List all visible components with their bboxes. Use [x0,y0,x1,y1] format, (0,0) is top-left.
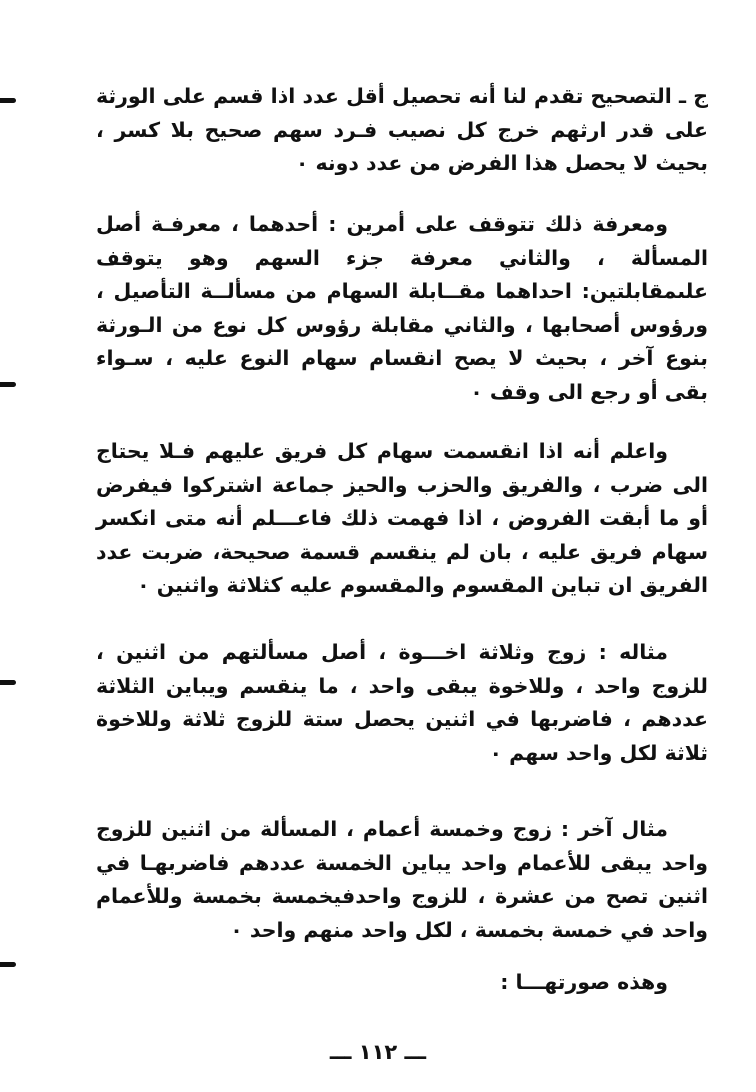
paragraph-example-1: مثاله : زوج وثلاثة اخـــوة ، أصل مسألتهم من اثنين ، للزوج واحد ، وللاخوة يبقى واحد ، ما ينقسم ويباين الثلاثة عددهم ، فاضربها في اثنين يحصل ستة للزوج ثلاثة وللاخوة ثلاثة لكل واحد سهم ٠ [96,640,708,765]
margin-mark [0,962,16,967]
page-number: ـــ ١١٢ ـــ [329,1040,427,1064]
paragraph-rule: واعلم أنه اذا انقسمت سهام كل فريق عليهم فـلا يحتاج الى ضرب ، والفريق والحزب والحيز جماعة اشتركوا فيفرض أو ما أبقت الفروض ، اذا فهمت ذلك فاعـــلم أنه متى انكسر سهام فريق عليه ، بان لم ينقسم قسمة صحيحة، ضربت عدد الفريق ان تباين المقسوم والمقسوم عليه كثلاثة واثنين ٠ [96,439,708,598]
paragraph-figure-intro: وهذه صورتهـــا : [500,970,668,994]
paragraph-definition: ج ـ التصحيح تقدم لنا أنه تحصيل أقل عدد اذا قسم على الورثة على قدر ارثهم خرج كل نصيب فـرد سهم صحيح بلا كسر ، بحيث لا يحصل هذا الفرض من عدد دونه ٠ [96,84,708,176]
margin-mark [0,382,16,387]
margin-mark [0,98,16,103]
margin-mark [0,680,16,685]
paragraph-example-2: مثال آخر : زوج وخمسة أعمام ، المسألة من اثنين للزوج واحد يبقى للأعمام واحد يباين الخمسة عددهم فاضربهـا في اثنين تصح من عشرة ، للزوج واحدفيخمسة بخمسة وللأعمام واحد في خمسة بخمسة ، لكل واحد منهم واحد ٠ [96,817,708,942]
paragraph-requirements: ومعرفة ذلك تتوقف على أمرين : أحدهما ، معرفـة أصل المسألة ، والثاني معرفة جزء السهم وهو يتوقف علىمقابلتين: احداهما مقــابلة السهام من مسألــة التأصيل ، ورؤوس أصحابها ، والثاني مقابلة رؤوس كل نوع من الـورثة بنوع آخر ، بحيث لا يصح انقسام سهام النوع عليه ، سـواء بقى أو رجع الى وقف ٠ [96,212,708,404]
